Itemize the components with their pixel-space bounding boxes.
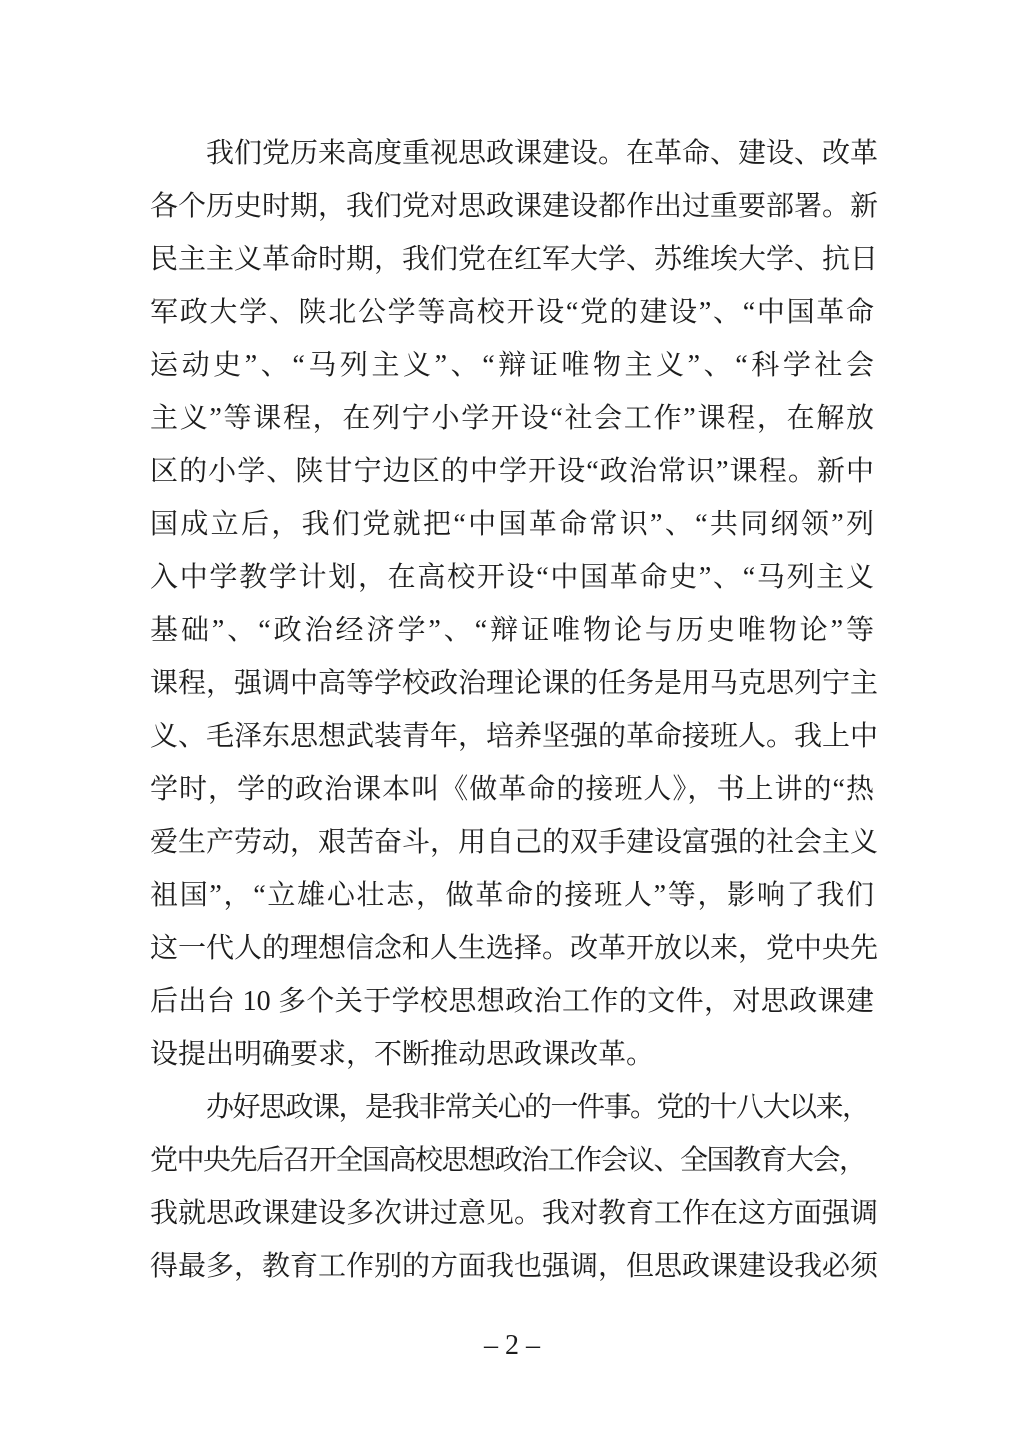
text-line: 基础”、“政治经济学”、“辩证唯物论与历史唯物论”等 (150, 615, 874, 646)
text-block (150, 127, 879, 1293)
text-line: 运动史”、“马列主义”、“辩证唯物主义”、“科学社会 (150, 350, 874, 381)
text-line: 军政大学、陕北公学等高校开设“党的建设”、“中国革命 (150, 297, 874, 328)
text-line: 我们党历来高度重视思政课建设。在革命、建设、改革 (206, 138, 879, 169)
text-line: 义、毛泽东思想武装青年，培养坚强的革命接班人。我上中 (150, 721, 879, 752)
paragraph (150, 1081, 879, 1293)
text-line: 区的小学、陕甘宁边区的中学开设“政治常识”课程。新中 (150, 456, 874, 487)
text-line: 爱生产劳动，艰苦奋斗，用自己的双手建设富强的社会主义 (150, 827, 879, 858)
text-line: 后出台 10 多个关于学校思想政治工作的文件，对思政课建 (150, 986, 874, 1017)
text-line: 入中学教学计划，在高校开设“中国革命史”、“马列主义 (150, 562, 874, 593)
paragraph (150, 127, 879, 1081)
text-line: 国成立后，我们党就把“中国革命常识”、“共同纲领”列 (150, 509, 874, 540)
text-line: 办好思政课，是我非常关心的一件事。党的十八大以来， (206, 1092, 869, 1123)
text-line: 党中央先后召开全国高校思想政治工作会议、全国教育大会， (150, 1145, 866, 1176)
text-line: 这一代人的理想信念和人生选择。改革开放以来，党中央先 (150, 933, 879, 964)
text-line: 课程，强调中高等学校政治理论课的任务是用马克思列宁主 (150, 668, 879, 699)
text-line: 祖国”，“立雄心壮志，做革命的接班人”等，影响了我们 (150, 880, 874, 911)
text-line: 设提出明确要求，不断推动思政课改革。 (150, 1039, 655, 1070)
page-number: – 2 – (484, 1330, 540, 1361)
text-line: 学时，学的政治课本叫《做革命的接班人》，书上讲的“热 (150, 774, 874, 805)
text-line: 各个历史时期，我们党对思政课建设都作出过重要部署。新 (150, 191, 879, 222)
text-line: 主义”等课程，在列宁小学开设“社会工作”课程，在解放 (150, 403, 874, 434)
text-line: 得最多，教育工作别的方面我也强调，但思政课建设我必须 (150, 1251, 879, 1282)
text-line: 我就思政课建设多次讲过意见。我对教育工作在这方面强调 (150, 1198, 879, 1229)
text-line: 民主主义革命时期，我们党在红军大学、苏维埃大学、抗日 (150, 244, 879, 275)
